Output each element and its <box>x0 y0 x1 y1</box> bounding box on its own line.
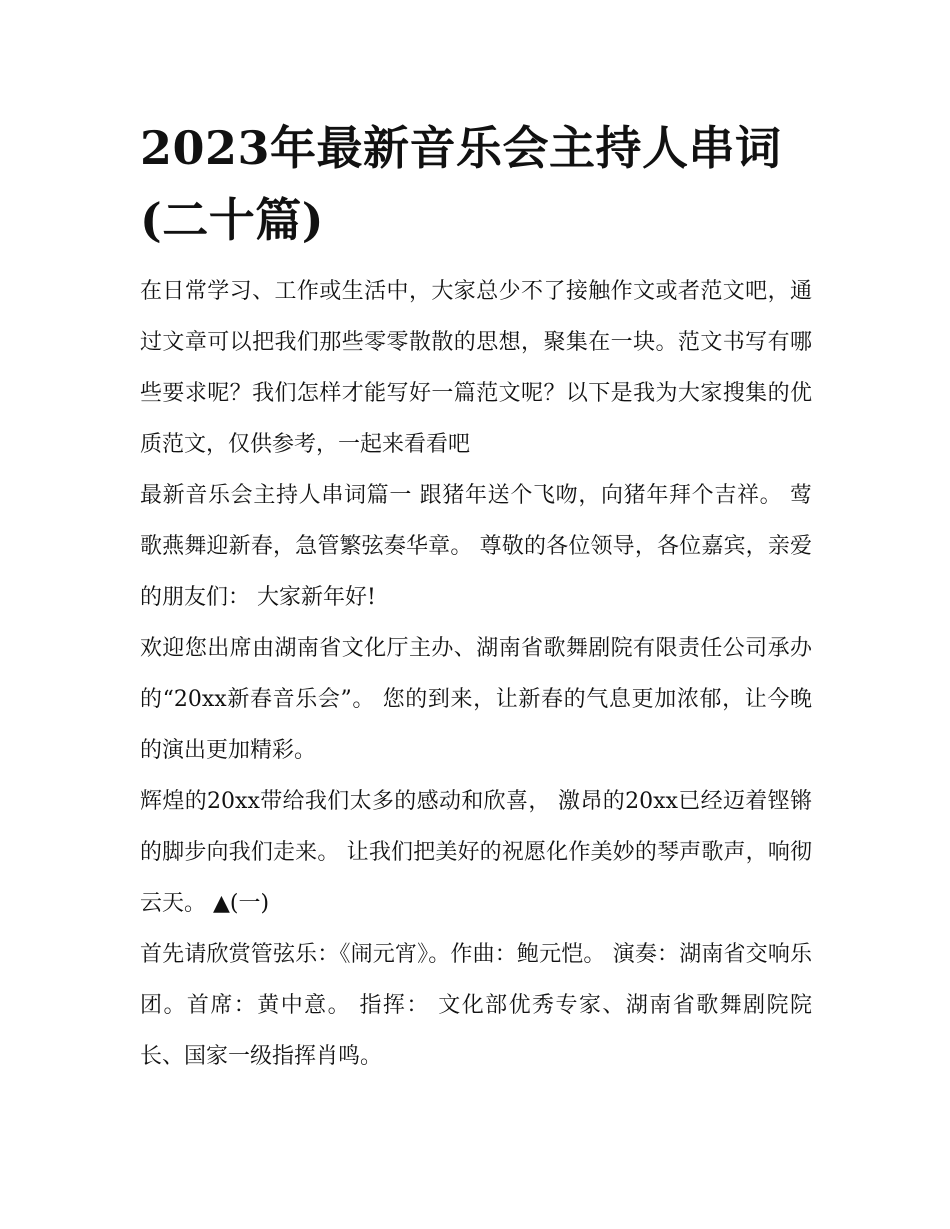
document-page <box>140 112 812 1082</box>
paragraph-first-program: 首先请欣赏管弦乐：《闹元宵》。作曲：鲍元恺。 演奏：湖南省交响乐团。首席：黄中意。 指挥： 文化部优秀专家、湖南省歌舞剧院院长、国家一级指挥肖鸣。 <box>140 942 812 1069</box>
paragraph-intro: 在日常学习、工作或生活中，大家总少不了接触作文或者范文吧，通过文章可以把我们那些零零散散的思想，聚集在一块。范文书写有哪些要求呢？我们怎样才能写好一篇范文呢？以下是我为大家搜集的优质范文，仅供参考，一起来看看吧 <box>140 279 812 457</box>
paragraph-opening: 最新音乐会主持人串词篇一 跟猪年送个飞吻，向猪年拜个吉祥。 莺歌燕舞迎新春，急管繁弦奏华章。 尊敬的各位领导，各位嘉宾，亲爱的朋友们： 大家新年好! <box>140 483 812 610</box>
paragraph-new-year: 辉煌的20xx带给我们太多的感动和欣喜， 激昂的20xx已经迈着铿锵的脚步向我们走来。 让我们把美好的祝愿化作美妙的琴声歌声，响彻云天。 ▲(一) <box>140 789 812 916</box>
document-title: 2023年最新音乐会主持人串词(二十篇) <box>140 121 782 247</box>
paragraph-welcome: 欢迎您出席由湖南省文化厅主办、湖南省歌舞剧院有限责任公司承办的“20xx新春音乐会”。 您的到来，让新春的气息更加浓郁，让今晚的演出更加精彩。 <box>140 636 812 763</box>
